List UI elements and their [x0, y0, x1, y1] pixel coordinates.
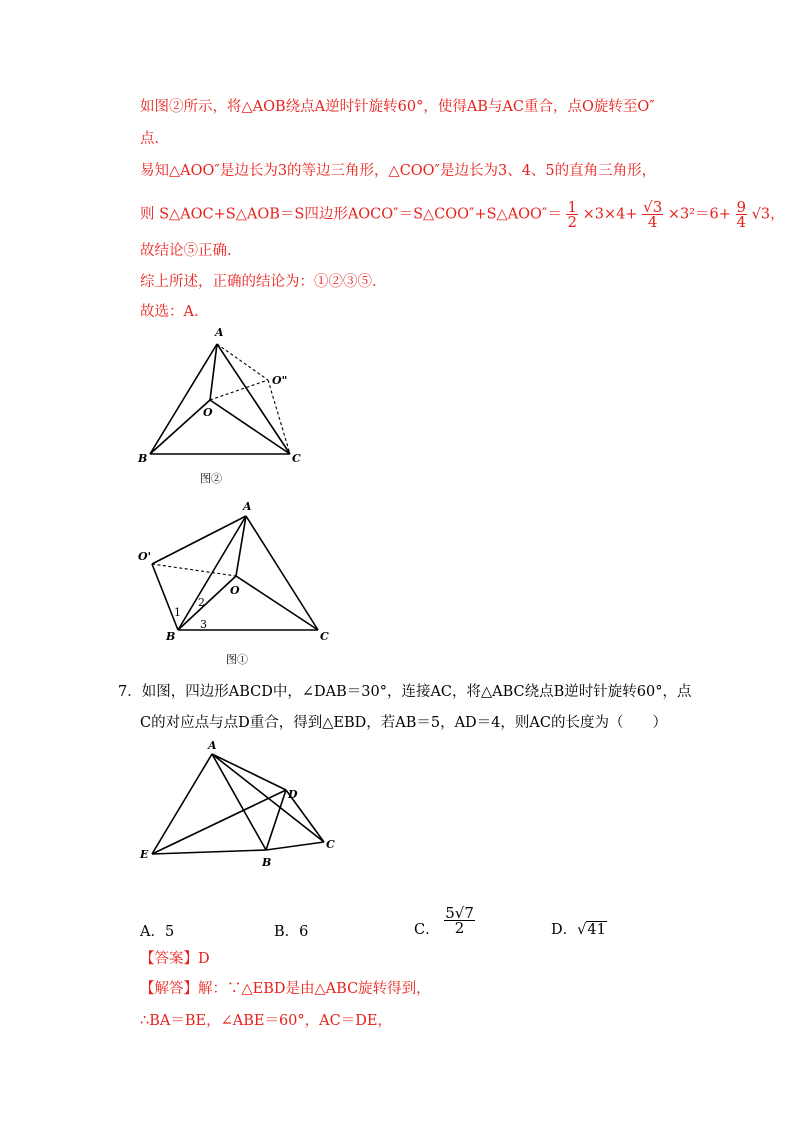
edge-O1B: [152, 564, 178, 630]
answer-tag: 【答案】D: [140, 951, 210, 967]
label-B: B: [262, 856, 272, 869]
edge-BO: [150, 400, 210, 454]
dashed-OO2: [210, 380, 268, 400]
formula-mid-2: ×3²＝6+: [667, 206, 731, 223]
answer-step-1: ∴BA＝BE，∠ABE＝60°，AC＝DE，: [140, 1013, 392, 1029]
option-d-prefix: D．: [551, 922, 578, 938]
fraction-half-num: 1: [567, 198, 578, 216]
label-O: O: [230, 584, 240, 597]
option-c-num: 5√7: [445, 904, 474, 922]
fraction-root3-num: √3: [643, 198, 663, 216]
figure-2: [130, 322, 310, 492]
solution-line-7: 故选：A.: [140, 304, 199, 320]
fraction-nine-over-4: [736, 200, 748, 229]
solution-line-2: 点.: [140, 131, 160, 147]
label-C: C: [292, 452, 301, 465]
angle-label-1: 1: [174, 606, 181, 619]
fraction-nine-num: 9: [736, 198, 747, 216]
question-7-figure: [130, 738, 350, 870]
edge-EB: [152, 850, 266, 854]
solution-line-6: 综上所述，正确的结论为：①②③⑤.: [140, 274, 377, 290]
fraction-half: [566, 200, 578, 229]
formula-prefix: 则 S△AOC+S△AOB＝S四边形AOCO″＝S△COO″+S△AOO″＝: [140, 206, 562, 223]
label-O1: O': [138, 550, 151, 563]
formula-tail: √3，: [751, 206, 785, 223]
sqrt-icon: √: [577, 922, 587, 938]
label-O: O: [203, 406, 213, 419]
label-A: A: [243, 500, 252, 513]
label-B: B: [166, 630, 176, 643]
label-B: B: [138, 452, 148, 465]
label-E: E: [140, 848, 149, 861]
solution-line-1: 如图②所示，将△AOB绕点A逆时针旋转60°，使得AB与AC重合，点O旋转至O″: [140, 99, 655, 115]
edge-CO: [236, 576, 318, 630]
option-c-fraction: [444, 906, 475, 935]
fraction-root3-den: 4: [647, 213, 658, 231]
dashed-AO2: [217, 344, 268, 380]
fraction-nine-den: 4: [736, 213, 747, 231]
edge-AB: [212, 754, 266, 850]
fraction-half-den: 2: [567, 213, 578, 231]
solution-formula-line: [140, 200, 785, 229]
figure-2-caption: 图②: [200, 472, 222, 485]
edge-CO: [210, 400, 290, 454]
edge-AB: [150, 344, 217, 454]
label-A: A: [208, 739, 217, 752]
figure-1-caption: 图①: [226, 653, 248, 666]
label-C: C: [326, 838, 335, 851]
option-a[interactable]: A．5: [140, 924, 175, 940]
option-b[interactable]: B．6: [274, 924, 309, 940]
angle-label-2: 2: [198, 596, 205, 609]
answer-analysis: 【解答】解：∵△EBD是由△ABC旋转得到，: [140, 981, 431, 997]
edge-AC: [217, 344, 290, 454]
dashed-O1O: [152, 564, 236, 576]
figure-1: [130, 498, 340, 670]
edge-BC: [266, 842, 324, 850]
question-7-line-2: C的对应点与点D重合，得到△EBD，若AB＝5，AD＝4，则AC的长度为（ ）: [140, 715, 667, 731]
option-c[interactable]: [414, 902, 475, 939]
fraction-root3-over-4: [642, 200, 663, 229]
label-A: A: [215, 326, 224, 339]
edge-AD: [212, 754, 286, 790]
option-c-prefix: C．: [414, 922, 440, 938]
option-c-den: 2: [454, 919, 465, 937]
question-7-line-1: 7．如图，四边形ABCD中，∠DAB＝30°，连接AC，将△ABC绕点B逆时针旋转60°，点: [118, 684, 692, 700]
solution-line-3: 易知△AOO″是边长为3的等边三角形，△COO″是边长为3、4、5的直角三角形，: [140, 163, 657, 179]
angle-label-3: 3: [200, 618, 207, 631]
label-C: C: [320, 630, 329, 643]
edge-BO: [178, 576, 236, 630]
dashed-O2C: [268, 380, 290, 454]
label-O2: O": [272, 374, 288, 387]
solution-line-5: 故结论⑤正确.: [140, 243, 232, 259]
option-d[interactable]: [551, 918, 607, 939]
formula-mid-1: ×3×4+: [582, 206, 638, 223]
option-d-value: 41: [587, 922, 606, 938]
label-D: D: [288, 788, 298, 801]
edge-AC: [246, 516, 318, 630]
